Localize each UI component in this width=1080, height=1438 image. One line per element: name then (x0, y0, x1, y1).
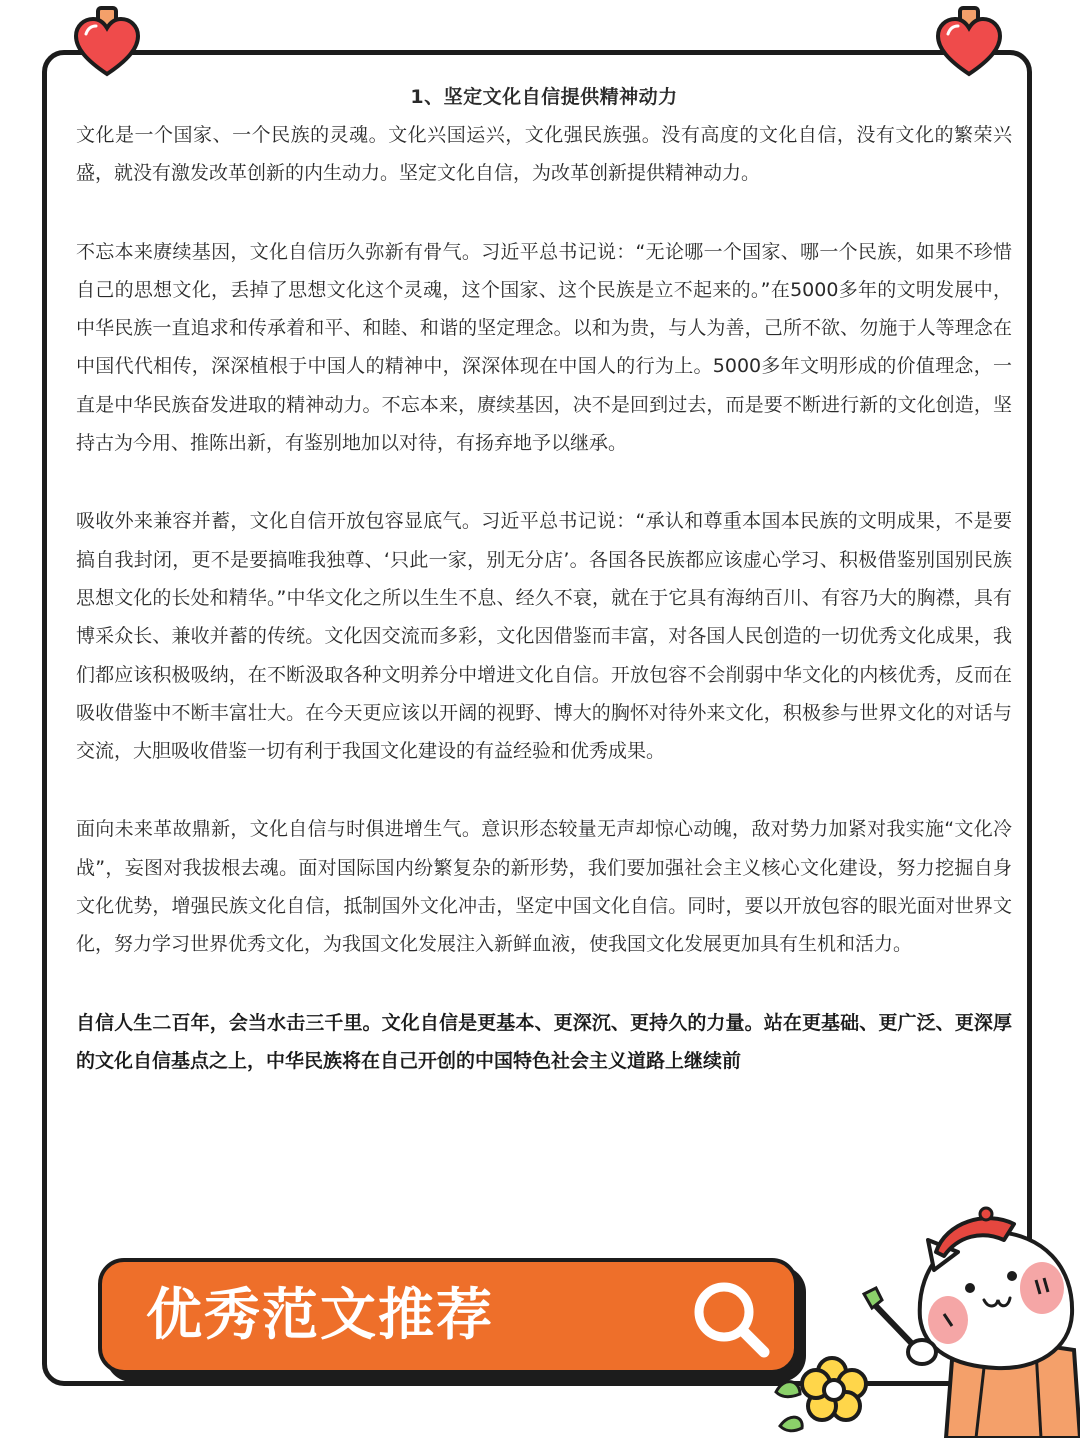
paragraph: 面向未来革故鼎新，文化自信与时俱进增生气。意识形态较量无声却惊心动魄，敌对势力加紧对我实施“文化冷战”，妄图对我拔根去魂。面对国际国内纷繁复杂的新形势，我们要加强社会主义核心文化建设，努力挖掘自身文化优势，增强民族文化自信，抵制国外文化冲击，坚定中国文化自信。同时，要以开放包容的眼光面对世界文化，努力学习世界优秀文化，为我国文化发展注入新鲜血液，使我国文化发展更加具有生机和活力。 (76, 818, 1012, 956)
essay-title: 1、坚定文化自信提供精神动力 (410, 86, 678, 108)
cat-mascot-icon (836, 1200, 1080, 1438)
paragraph: 吸收外来兼容并蓄，文化自信开放包容显底气。习近平总书记说：“承认和尊重本国本民族的文明成果，不是要搞自我封闭，更不是要搞唯我独尊、‘只此一家，别无分店’。各国各民族都应该虚心学习、积极借鉴别国别民族思想文化的长处和精华。”中华文化之所以生生不息、经久不衰，就在于它具有海纳百川、有容乃大的胸襟，具有博采众长、兼收并蓄的传统。文化因交流而多彩，文化因借鉴而丰富，对各国人民创造的一切优秀文化成果，我们都应该积极吸纳，在不断汲取各种文明养分中增进文化自信。开放包容不会削弱中华文化的内核优秀，反而在吸收借鉴中不断丰富壮大。在今天更应该以开阔的视野、博大的胸怀对待外来文化，积极参与世界文化的对话与交流，大胆吸收借鉴一切有利于我国文化建设的有益经验和优秀成果。 (76, 510, 1012, 763)
paragraph: 文化是一个国家、一个民族的灵魂。文化兴国运兴，文化强民族强。没有高度的文化自信，没有文化的繁荣兴盛，就没有激发改革创新的内生动力。坚定文化自信，为改革创新提供精神动力。 (76, 124, 1012, 185)
flower-icon (770, 1346, 870, 1438)
essay-document (76, 78, 1012, 1080)
heart-pin-icon (72, 6, 142, 78)
search-icon[interactable] (688, 1276, 774, 1362)
recommend-banner[interactable] (98, 1258, 798, 1374)
paragraph: 不忘本来赓续基因，文化自信历久弥新有骨气。习近平总书记说：“无论哪一个国家、哪一个民族，如果不珍惜自己的思想文化，丢掉了思想文化这个灵魂，这个国家、这个民族是立不起来的。”在5000多年的文明发展中，中华民族一直追求和传承着和平、和睦、和谐的坚定理念。以和为贵，与人为善，己所不欲、勿施于人等理念在中国代代相传，深深植根于中国人的精神中，深深体现在中国人的行为上。5000多年文明形成的价值理念，一直是中华民族奋发进取的精神动力。不忘本来，赓续基因，决不是回到过去，而是要不断进行新的文化创造，坚持古为今用、推陈出新，有鉴别地加以对待，有扬弃地予以继承。 (76, 240, 1012, 455)
closing-paragraph: 自信人生二百年，会当水击三千里。文化自信是更基本、更深沉、更持久的力量。站在更基础、更广泛、更深厚的文化自信基点之上，中华民族将在自己开创的中国特色社会主义道路上继续前 (76, 1011, 1012, 1072)
heart-pin-icon (934, 6, 1004, 78)
banner-label: 优秀范文推荐 (146, 1283, 494, 1348)
